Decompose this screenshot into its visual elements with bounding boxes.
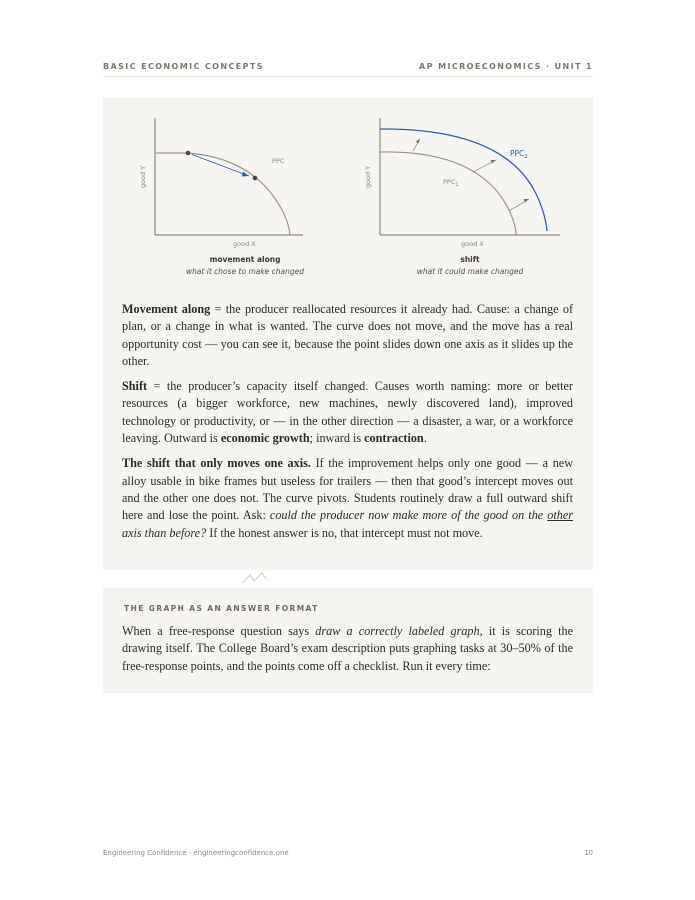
squiggle-divider-icon [240, 571, 270, 585]
page-footer [103, 849, 593, 857]
page-number: 10 [584, 849, 593, 857]
movement-arrow [192, 155, 249, 177]
x-axis-label: good X [461, 240, 484, 248]
caption-right-subtitle: what it could make changed [416, 267, 524, 276]
y-axis-label: good Y [139, 165, 147, 188]
caption-right-title: shift [460, 255, 480, 264]
section-label: THE GRAPH AS AN ANSWER FORMAT [124, 604, 319, 613]
y-axis-label: good Y [364, 165, 372, 188]
paragraph-one-axis-shift: The shift that only moves one axis. If the improvement helps only one good — a new alloy usable in bike frames but useless for trailers — then that good’s intercept moves out and the other one does not. The curve pivots. Students routinely draw a full outward shift here and lose the point. Ask: could the producer now make more of the good on the other axis than before? If the honest answer is no, that intercept must not move. [122, 456, 573, 540]
ppc-curve [155, 153, 290, 235]
content-panel [103, 98, 593, 570]
answer-format-text [122, 623, 573, 683]
caption-right [370, 255, 570, 276]
ppc2-label: $PPC_2$ [510, 149, 528, 160]
ppc2-curve [380, 129, 547, 231]
figure-row [103, 98, 593, 288]
caption-left [145, 255, 345, 276]
running-header [103, 62, 593, 77]
paragraph-movement-along: Movement along = the producer reallocated resources it already had. Cause: a change of plan, or a change in what is wanted. The curve does not move, and the move has a real opportunity cost — you can see it, because the point slides down one axis as it slides up the other. [122, 302, 574, 368]
ppc1-label: $PPC_1$ [443, 178, 459, 188]
caption-left-subtitle: what it chose to make changed [185, 267, 305, 276]
explanation-text [122, 301, 573, 550]
curve-label: PPC [272, 157, 285, 165]
point-start [186, 151, 191, 156]
header-section-title: BASIC ECONOMIC CONCEPTS [103, 62, 264, 71]
x-axis-label: good X [233, 240, 256, 248]
paragraph-answer-format: When a free-response question says draw a correctly labeled graph, it is scoring the drawing itself. The College Board’s exam description puts graphing tasks at 30–50% of the free-response points, and the points come off a checklist. Run it every time: [122, 624, 574, 673]
footer-site: Engineering Confidence · engineeringconfidence.one [103, 849, 289, 857]
answer-format-panel [103, 588, 593, 693]
header-course-title: AP MICROECONOMICS · UNIT 1 [419, 62, 593, 71]
ppc1-curve [380, 152, 516, 235]
paragraph-shift: Shift = the producer’s capacity itself changed. Causes worth naming: more or better resources (a bigger workforce, new machines, newly discovered land), improved technology or productivity, or — in the other direction — a disaster, a war, or a workforce leaving. Outward is economic growth; inward is contraction. [122, 379, 573, 446]
point-end [253, 176, 258, 181]
caption-left-title: movement along [209, 255, 281, 264]
